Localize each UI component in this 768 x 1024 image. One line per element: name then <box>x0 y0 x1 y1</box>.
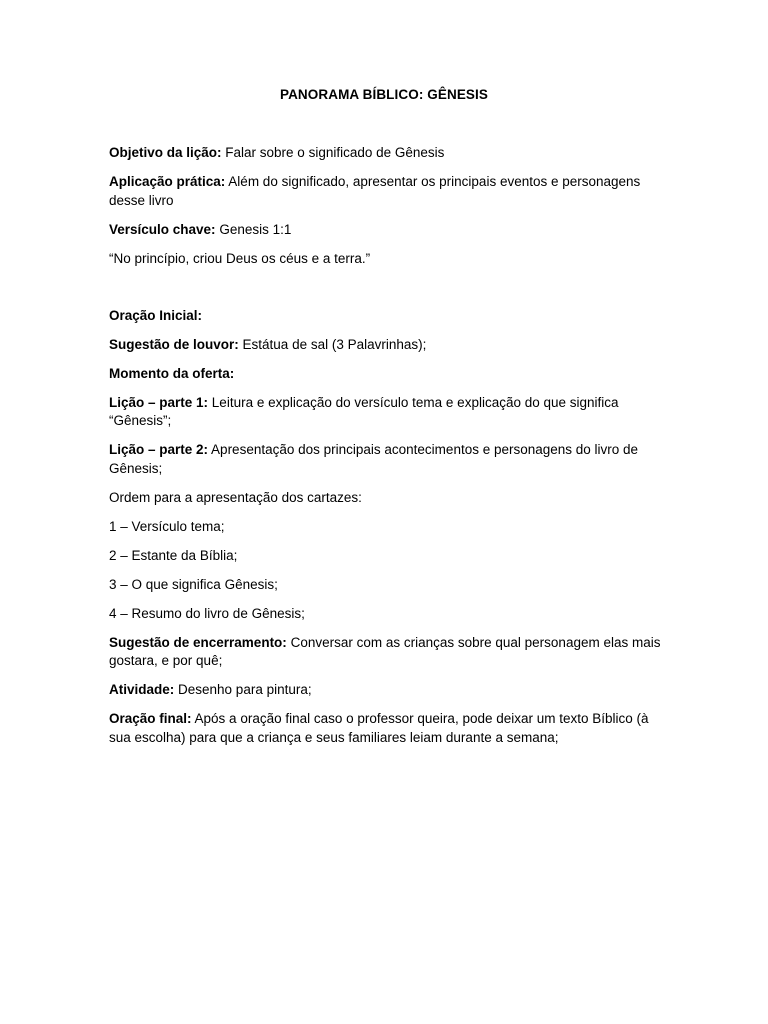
licao1-paragraph <box>109 394 664 431</box>
section-gap <box>109 279 664 307</box>
louvor-label: Sugestão de louvor: <box>109 336 239 352</box>
licao2-text: Apresentação dos principais acontecimentos e personagens do livro de Gênesis; <box>109 442 639 476</box>
aplicacao-paragraph <box>109 173 664 210</box>
aplicacao-label: Aplicação prática: <box>109 174 226 189</box>
licao2-label: Lição – parte 2: <box>109 442 209 457</box>
oracao-final-paragraph <box>109 710 664 747</box>
oracao-inicial-paragraph <box>109 307 664 326</box>
atividade-text: Desenho para pintura; <box>174 682 312 697</box>
louvor-paragraph <box>109 336 664 355</box>
licao1-label: Lição – parte 1: <box>109 394 209 410</box>
ordem-paragraph: Ordem para a apresentação dos cartazes: <box>109 489 362 505</box>
cartaz-item: 1 – Versículo tema; <box>109 518 225 534</box>
louvor-text: Estátua de sal (3 Palavrinhas); <box>238 336 427 352</box>
encerramento-text: Conversar com as crianças sobre qual personagem elas mais gostara, e por quê; <box>109 634 661 668</box>
oracao-inicial-label: Oração Inicial: <box>109 307 203 323</box>
oferta-label: Momento da oferta: <box>109 365 235 381</box>
cartaz-item: 2 – Estante da Bíblia; <box>109 547 238 563</box>
versiculo-paragraph <box>109 221 664 240</box>
oferta-paragraph <box>109 365 664 384</box>
citacao-paragraph: “No princípio, criou Deus os céus e a terra.” <box>109 250 371 266</box>
encerramento-paragraph <box>109 634 664 671</box>
document-body <box>109 144 664 758</box>
objetivo-paragraph <box>109 144 664 163</box>
cartaz-item: 3 – O que significa Gênesis; <box>109 576 278 592</box>
objetivo-label: Objetivo da lição: <box>109 145 222 160</box>
oracao-final-label: Oração final: <box>109 711 192 726</box>
oracao-final-text: Após a oração final caso o professor queira, pode deixar um texto Bíblico (à sua escolha) para que a criança e seus familiares leiam durante a semana; <box>109 711 649 745</box>
atividade-label: Atividade: <box>109 682 175 697</box>
cartaz-item: 4 – Resumo do livro de Gênesis; <box>109 605 305 621</box>
atividade-paragraph <box>109 681 664 700</box>
licao1-text: Leitura e explicação do versículo tema e explicação do que significa “Gênesis”; <box>109 394 619 428</box>
document-title: PANORAMA BÍBLICO: GÊNESIS <box>279 87 488 102</box>
versiculo-label: Versículo chave: <box>109 221 216 237</box>
objetivo-text: Falar sobre o significado de Gênesis <box>221 145 445 160</box>
encerramento-label: Sugestão de encerramento: <box>109 634 287 650</box>
aplicacao-text: Além do significado, apresentar os principais eventos e personagens desse livro <box>109 174 641 208</box>
licao2-paragraph <box>109 441 664 478</box>
versiculo-text: Genesis 1:1 <box>215 221 292 237</box>
